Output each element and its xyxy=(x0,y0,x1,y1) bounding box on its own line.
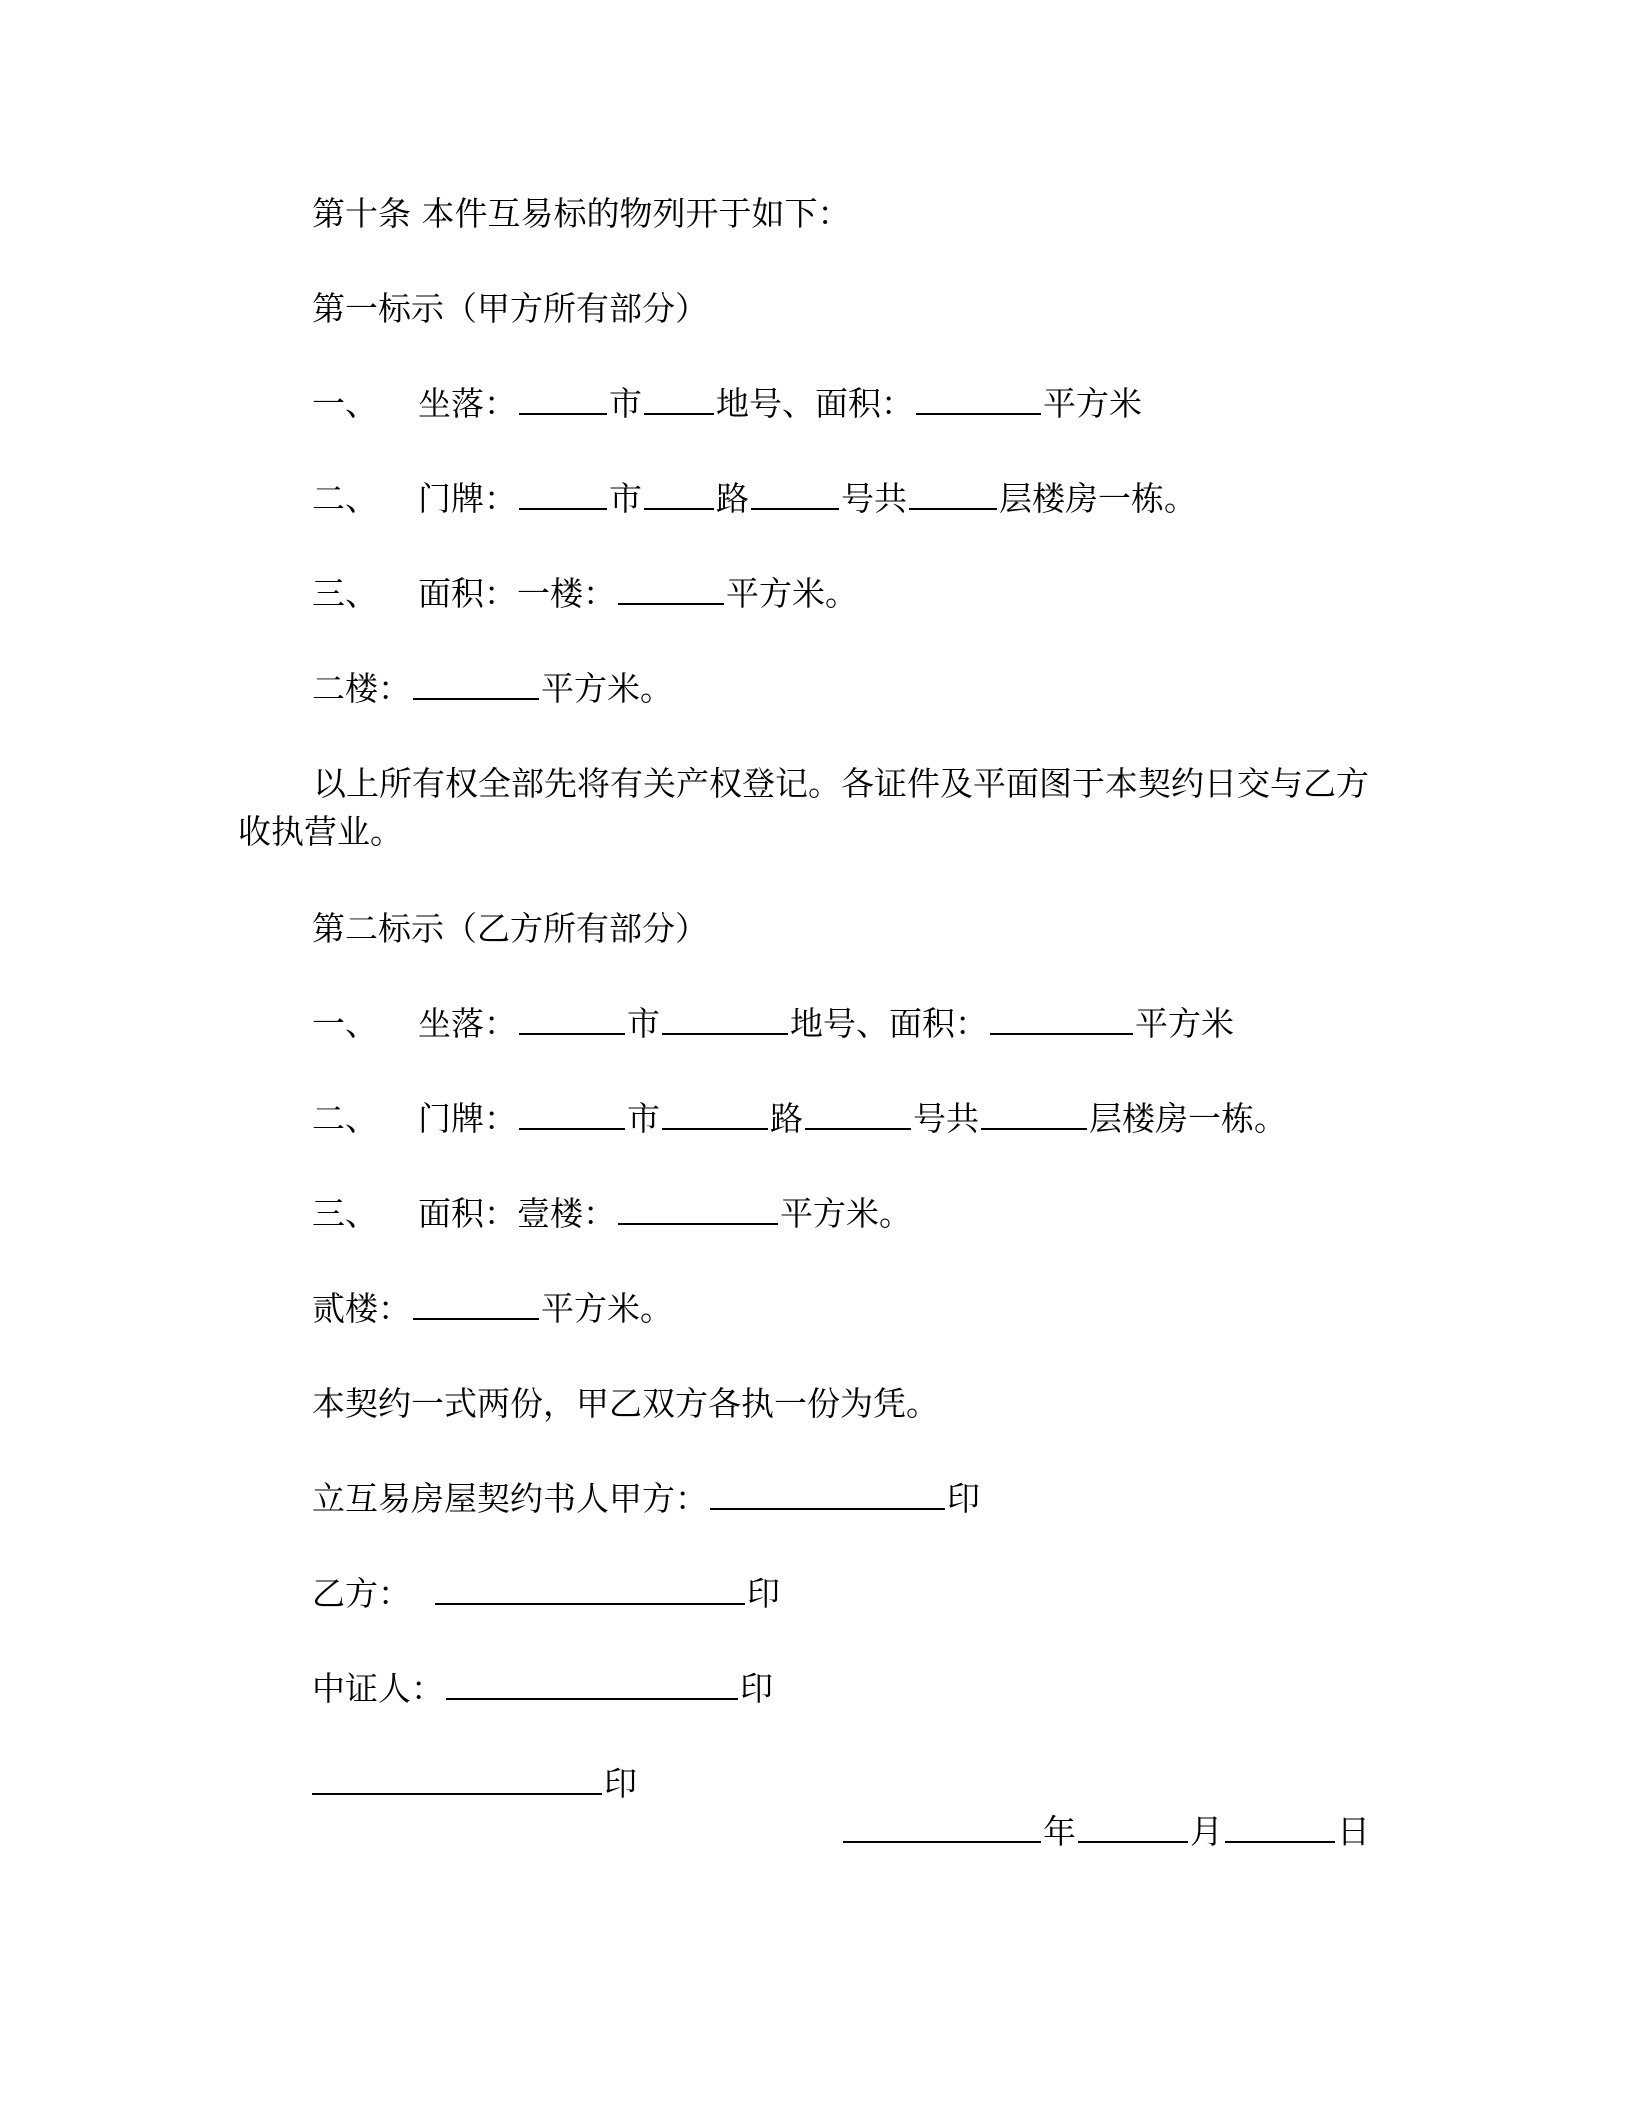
section1-heading: 第一标示（甲方所有部分） xyxy=(312,289,708,328)
blank-field[interactable] xyxy=(644,478,714,510)
party-a-signature: 立互易房屋契约书人甲方： 印 xyxy=(312,1479,980,1518)
party-b-signature: 乙方： 印 xyxy=(312,1574,780,1613)
section2-line2: 二、 门牌： 市 路 号共 层楼房一栋。 xyxy=(312,1099,1287,1138)
blank-field[interactable] xyxy=(909,478,997,510)
blank-field[interactable] xyxy=(618,573,724,605)
blank-field[interactable] xyxy=(981,1098,1087,1130)
blank-field[interactable] xyxy=(413,1288,539,1320)
blank-field[interactable] xyxy=(644,383,714,415)
article-title: 第十条 本件互易标的物列开于如下： xyxy=(312,194,851,233)
section2-line4: 贰楼： 平方米。 xyxy=(312,1289,673,1328)
blank-field[interactable] xyxy=(662,1098,768,1130)
extra-signature: 印 xyxy=(312,1760,637,1808)
blank-field[interactable] xyxy=(519,383,607,415)
section1-line1: 一、 坐落： 市 地号、面积： 平方米 xyxy=(312,384,1142,423)
section2-heading: 第二标示（乙方所有部分） xyxy=(312,909,708,948)
blank-field[interactable] xyxy=(519,478,607,510)
signature-blank[interactable] xyxy=(446,1668,738,1700)
blank-field[interactable] xyxy=(916,383,1041,415)
blank-field[interactable] xyxy=(990,1003,1133,1035)
section1-line4: 二楼： 平方米。 xyxy=(312,669,673,708)
month-blank[interactable] xyxy=(1078,1811,1188,1843)
day-blank[interactable] xyxy=(1225,1811,1335,1843)
section1-line3: 三、 面积：一楼： 平方米。 xyxy=(312,574,858,613)
blank-field[interactable] xyxy=(751,478,839,510)
blank-field[interactable] xyxy=(413,668,539,700)
signature-blank[interactable] xyxy=(710,1478,945,1510)
blank-field[interactable] xyxy=(519,1098,625,1130)
blank-field[interactable] xyxy=(618,1193,778,1225)
section1-paragraph: 以上所有权全部先将有关产权登记。各证件及平面图于本契约日交与乙方收执营业。 xyxy=(238,764,1369,851)
blank-field[interactable] xyxy=(662,1003,788,1035)
section2-line3: 三、 面积：壹楼： 平方米。 xyxy=(312,1194,912,1233)
witness-signature: 中证人： 印 xyxy=(312,1669,773,1708)
section1-line2: 二、 门牌： 市 路 号共 层楼房一栋。 xyxy=(312,479,1197,518)
copies-note: 本契约一式两份，甲乙双方各执一份为凭。 xyxy=(312,1384,939,1423)
date-line: 年 月 日 xyxy=(843,1808,1370,1856)
blank-field[interactable] xyxy=(519,1003,625,1035)
blank-field[interactable] xyxy=(805,1098,911,1130)
year-blank[interactable] xyxy=(843,1811,1041,1843)
signature-blank[interactable] xyxy=(312,1763,602,1795)
section2-line1: 一、 坐落： 市 地号、面积： 平方米 xyxy=(312,1004,1234,1043)
signature-blank[interactable] xyxy=(435,1573,745,1605)
